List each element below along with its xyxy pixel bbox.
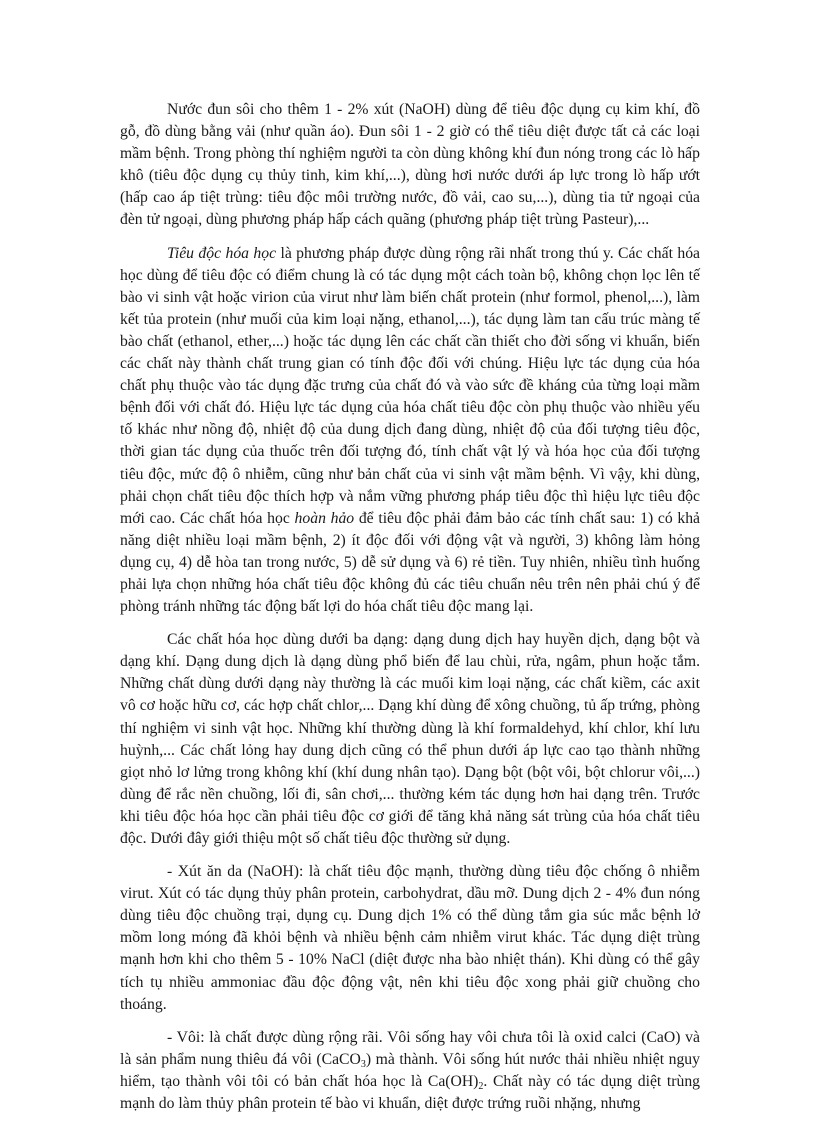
paragraph-text: để tiêu độc phải đảm bảo các tính chất sau: 1) có khả năng diệt nhiều loại mầm bệnh, 2) ít độc đối với động vật và người, 3) không làm hỏng dụng cụ, 4) dễ hòa tan trong nước, 5) dễ sử dụng và 6) rẻ tiền. Tuy nhiên, nhiều tình huống phải lựa chọn những hóa chất tiêu độc không đủ các tiêu chuẩn nêu trên nên phải chú ý để phòng tránh những tác động bất lợi do hóa chất tiêu độc mang lại.	[120, 509, 701, 616]
italic-term-chemical-disinfection: Tiêu độc hóa học	[167, 244, 277, 262]
paragraph-chemical-forms: Các chất hóa học dùng dưới ba dạng: dạng dung dịch hay huyền dịch, dạng bột và dạng khí. Dạng dung dịch là dạng dùng phổ biến để lau chùi, rửa, ngâm, phun hoặc tắm. Những chất dùng dưới dạng này thường là các muối kim loại nặng, các chất kiềm, các axit vô cơ hoặc hữu cơ, các hợp chất chlor,... Dạng khí dùng để xông chuồng, tủ ấp trứng, phòng thí nghiệm vi sinh vật học. Những khí thường dùng là khí formaldehyd, khí chlor, khí lưu huỳnh,... Các chất lỏng hay dung dịch cũng có thể phun dưới áp lực cao tạo thành những giọt nhỏ lơ lửng trong không khí (khí dung nhân tạo). Dạng bột (bột vôi, bột chlorur vôi,...) dùng để rắc nền chuồng, lối đi, sân chơi,... thường kém tác dụng hơn hai dạng trên. Trước khi tiêu độc hóa học cần phải tiêu độc cơ giới để tăng khả năng sát trùng của hóa chất tiêu độc. Dưới đây giới thiệu một số chất tiêu độc thường sử dụng.	[120, 631, 700, 847]
paragraph-chemical-disinfection	[120, 243, 700, 619]
paragraph-text: là phương pháp được dùng rộng rãi nhất trong thú y. Các chất hóa học dùng để tiêu độc có điểm chung là có tác dụng một cách toàn bộ, không chọn lọc lên tế bào vi sinh vật hoặc virion của virut như làm biến chất protein (như formol, phenol,...), làm kết tủa protein (như muối của kim loại nặng, ethanol,...), tác dụng làm tan cấu trúc màng tế bào chất (ethanol, ether,...) hoặc tác dụng lên các chất cần thiết cho đời sống vi khuẩn, biến các chất này thành chất trung gian có tính độc đối với chúng. Hiệu lực tác dụng của hóa chất phụ thuộc vào tác dụng đặc trưng của chất đó và vào sức đề kháng của từng loại mầm bệnh đối với chất đó. Hiệu lực tác dụng của hóa chất tiêu độc còn phụ thuộc vào nhiều yếu tố khác như nồng độ, nhiệt độ của dung dịch đang dùng, nhiệt độ của đối tượng tiêu độc, thời gian tác dụng của thuốc trên đối tượng đó, tính chất vật lý và hóa học của đối tượng tiêu độc, mức độ ô nhiễm, cũng như bản chất của vi sinh vật mầm bệnh. Vì vậy, khi dùng, phải chọn chất tiêu độc thích hợp và nắm vững phương pháp tiêu độc thì hiệu lực tiêu độc mới cao. Các chất hóa học	[120, 244, 700, 527]
paragraph-physical-disinfection: Nước đun sôi cho thêm 1 - 2% xút (NaOH) dùng để tiêu độc dụng cụ kim khí, đồ gỗ, đồ dùng bằng vải (như quần áo). Đun sôi 1 - 2 giờ có thể tiêu diệt được tất cả các loại mầm bệnh. Trong phòng thí nghiệm người ta còn dùng không khí đun nóng trong các lò hấp khô (tiêu độc dụng cụ thủy tinh, kim khí,...), dùng hơi nước dưới áp lực trong lò hấp ướt (hấp cao áp tiệt trùng: tiêu độc môi trường nước, đồ vải, cao su,...), dùng tia tử ngoại của đèn tử ngoại, dùng phương pháp hấp cách quãng (phương pháp tiệt trùng Pasteur),...	[120, 101, 700, 229]
paragraph-text: - Vôi: là chất được dùng rộng rãi. Vôi sống hay vôi chưa tôi là oxid calci (CaO) và là sản phẩm nung thiêu đá vôi (CaCO	[120, 1028, 700, 1068]
paragraph-text: ) mà thành. Vôi sống hút nước thải nhiều nhiệt nguy hiểm, tạo thành vôi tôi có bản chất hóa học là Ca(OH)	[120, 1050, 700, 1090]
subscript: 3	[360, 1058, 366, 1070]
italic-term-perfect: hoàn hảo	[294, 509, 355, 527]
paragraph-lime	[120, 1027, 700, 1115]
subscript: 2	[478, 1080, 484, 1092]
paragraph-text: . Chất này có tác dụng diệt trùng mạnh do làm thủy phân protein tế bào vi khuẩn, diệt được trứng ruồi nhặng, nhưng	[120, 1072, 701, 1113]
document-page	[120, 99, 700, 1126]
paragraph-caustic-soda: - Xút ăn da (NaOH): là chất tiêu độc mạnh, thường dùng tiêu độc chống ô nhiễm virut. Xút có tác dụng thủy phân protein, carbohydrat, dầu mỡ. Dung dịch 2 - 4% đun nóng dùng tiêu độc chuồng trại, dụng cụ. Dung dịch 1% có thể dùng tắm gia súc mắc bệnh lở mồm long móng đã khỏi bệnh và nhiều bệnh cảm nhiễm virut khác. Tác dụng diệt trùng mạnh hơn khi cho thêm 5 - 10% NaCl (diệt được nha bào nhiệt thán). Khi dùng có thể gây tích tụ nhiều ammoniac đầu độc động vật, nên khi tiêu độc xong phải giữ chuồng cho thoáng.	[120, 863, 700, 1013]
